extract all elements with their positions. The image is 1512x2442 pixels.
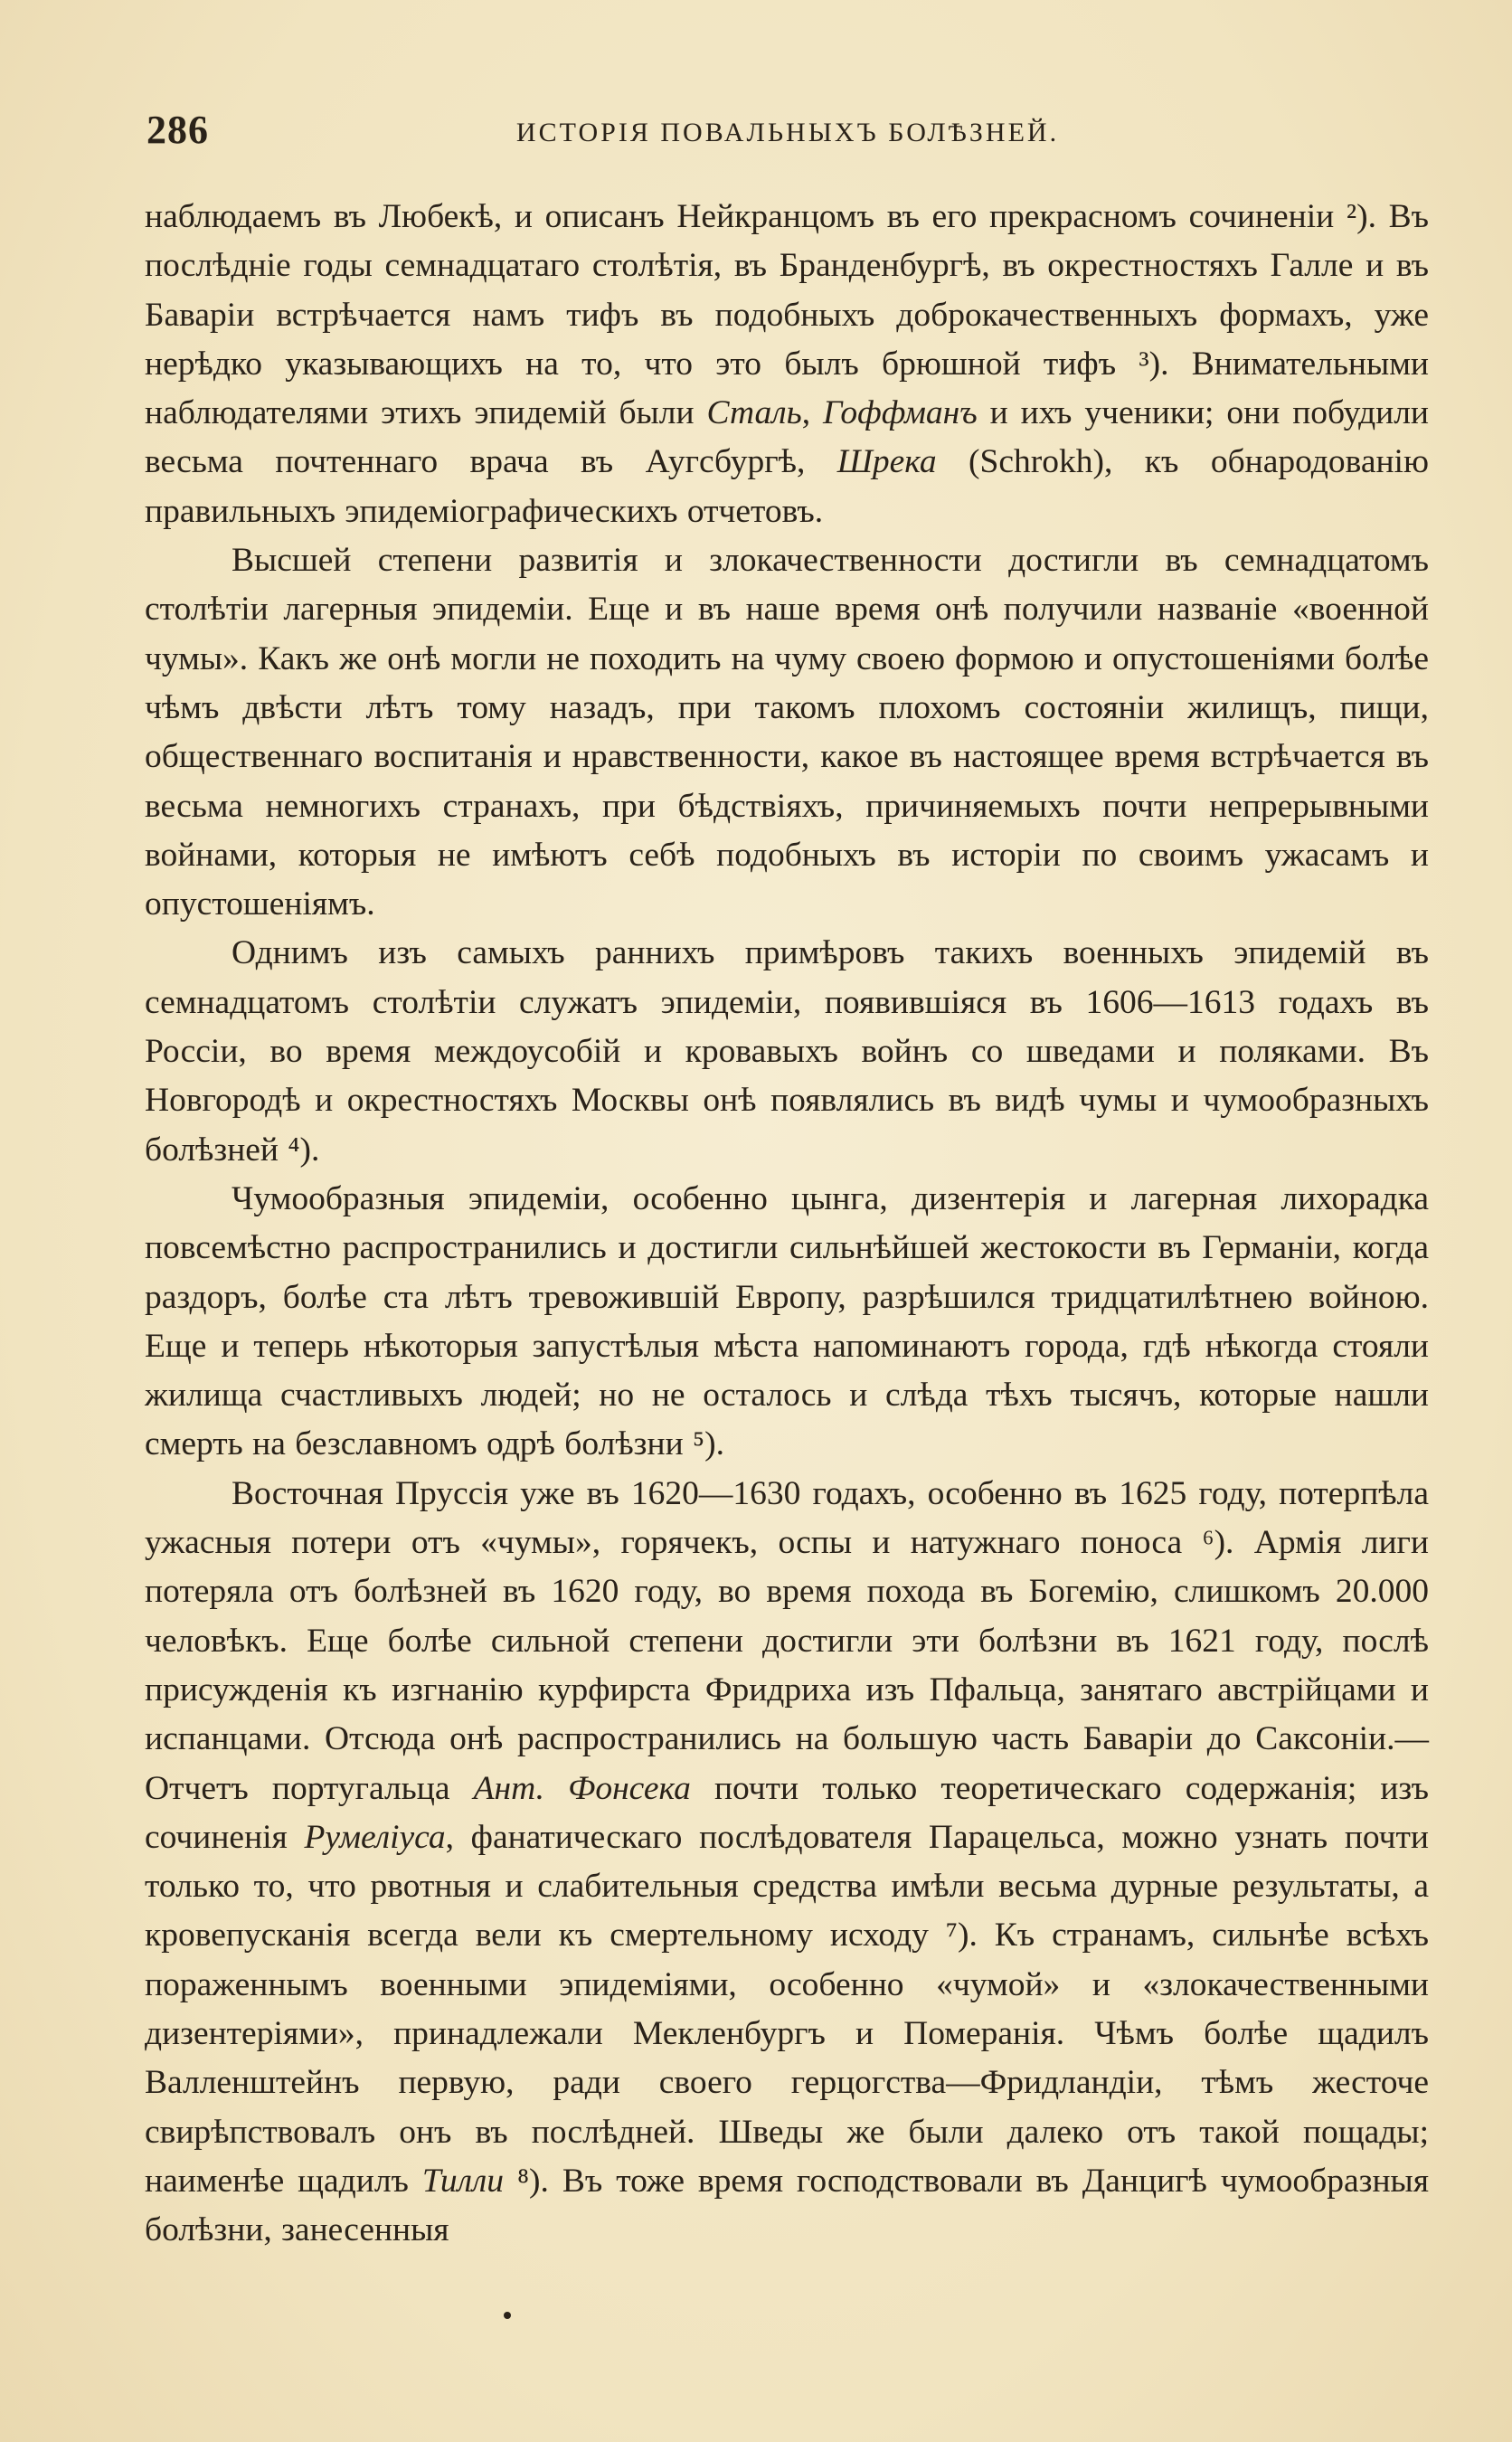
text-run: (Schrokh), къ обнародованію правильныхъ эпидеміографическихъ отчетовъ. <box>145 443 1429 530</box>
page-number: 286 <box>146 108 209 152</box>
author-name: Ант. Фонсека <box>473 1769 691 1807</box>
text-run: ⁸). Въ тоже время господствовали въ Данцигѣ чумообразныя болѣзни, занесенныя <box>145 2162 1429 2249</box>
author-name: Румеліуса <box>304 1818 446 1856</box>
text-run: Однимъ изъ самыхъ раннихъ примѣровъ такихъ военныхъ эпидемій въ семнадцатомъ столѣтіи служатъ эпидеміи, появившіяся въ 1606—1613 годахъ въ Россіи, во время междоусобій и кровавыхъ войнъ со шведами и поляками. Въ Новгородѣ и окрестностяхъ Москвы онѣ появлялись въ видѣ чумы и чумообразныхъ болѣзней ⁴). <box>145 934 1429 1169</box>
paragraph <box>145 1175 1429 1470</box>
running-header <box>146 107 1429 161</box>
paragraph <box>145 929 1429 1174</box>
text-run: , <box>801 394 824 432</box>
paragraph <box>145 193 1429 536</box>
text-run: почти только теоретическаго содержанія; изъ сочиненія <box>145 1769 1429 1856</box>
paragraph <box>145 536 1429 929</box>
running-title: ИСТОРІЯ ПОВАЛЬНЫХЪ БОЛѢЗНЕЙ. <box>515 118 1060 147</box>
paragraph <box>145 1470 1429 2256</box>
text-run: и ихъ ученики; они побудили весьма почтеннаго врача въ Аугсбургѣ, <box>145 394 1430 481</box>
body-text <box>145 193 1429 2255</box>
text-run: Восточная Пруссія уже въ 1620—1630 годахъ, особенно въ 1625 году, потерпѣла ужасныя потери отъ «чумы», горячекъ, оспы и натужнаго поноса ⁶). Армія лиги потеряла отъ болѣзней въ 1620 году, во время похода въ Богемію, слишкомъ 20.000 человѣкъ. Еще болѣе сильной степени достигли эти болѣзни въ 1621 году, послѣ присужденія къ изгнанію курфирста Фридриха изъ Пфальца, занятаго австрійцами и испанцами. Отсюда онѣ распространились на большую часть Баваріи до Саксоніи.—Отчетъ португальца <box>145 1474 1429 1807</box>
ink-dot <box>504 2312 511 2319</box>
author-name: Тилли <box>421 2162 505 2200</box>
author-name: Сталь <box>706 394 802 432</box>
text-run: Чумообразныя эпидеміи, особенно цынга, дизентерія и лагерная лихорадка повсемѣстно распространились и достигли сильнѣйшей жестокости въ Германіи, когда раздоръ, болѣе ста лѣтъ тревожившій Европу, разрѣшился тридцатилѣтнею войною. Еще и теперь нѣкоторыя запустѣлыя мѣста напоминаютъ города, гдѣ нѣкогда стояли жилища счастливыхъ людей; но не осталось и слѣда тѣхъ тысячъ, которые нашли смерть на безславномъ одрѣ болѣзни ⁵). <box>145 1179 1429 1463</box>
text-run: наблюдаемъ въ Любекѣ, и описанъ Нейкранцомъ въ его прекрасномъ сочиненіи ²). Въ послѣдніе годы семнадцатаго столѣтія, въ Бранденбургѣ, въ окрестностяхъ Галле и въ Баваріи встрѣчается намъ тифъ въ подобныхъ доброкачественныхъ формахъ, уже нерѣдко указывающихъ на то, что это былъ брюшной тифъ ³). Внимательными наблюдателями этихъ эпидемій были <box>145 198 1429 432</box>
text-run: Высшей степени развитія и злокачественности достигли въ семнадцатомъ столѣтіи лагерныя эпидеміи. Еще и въ наше время онѣ получили названіе «военной чумы». Какъ же онѣ могли не походить на чуму своею формою и опустошеніями болѣе чѣмъ двѣсти лѣтъ тому назадъ, при такомъ плохомъ состояніи жилищъ, пищи, общественнаго воспитанія и нравственности, какое въ настоящее время встрѣчается въ весьма немногихъ странахъ, при бѣдствіяхъ, причиняемыхъ почти непрерывными войнами, которыя не имѣютъ себѣ подобныхъ въ исторіи по своимъ ужасамъ и опустошеніямъ. <box>145 542 1429 923</box>
author-name: Гоффманъ <box>823 394 978 432</box>
author-name: Шрека <box>836 443 937 481</box>
text-run: , фанатическаго послѣдователя Парацельса, можно узнать почти только то, что рвотныя и слабительныя средства имѣли весьма дурные результаты, а кровепусканія всегда вели къ смертельному исходу ⁷). Къ странамъ, сильнѣе всѣхъ пораженнымъ военными эпидеміями, особенно «чумой» и «злокачественными дизентеріями», принадлежали Мекленбургъ и Померанія. Чѣмъ болѣе щадилъ Валленштейнъ первую, ради своего герцогства—Фридландіи, тѣмъ жесточе свирѣпствовалъ онъ въ послѣдней. Шведы же были далеко отъ такой пощады; наименѣе щадилъ <box>145 1818 1429 2200</box>
